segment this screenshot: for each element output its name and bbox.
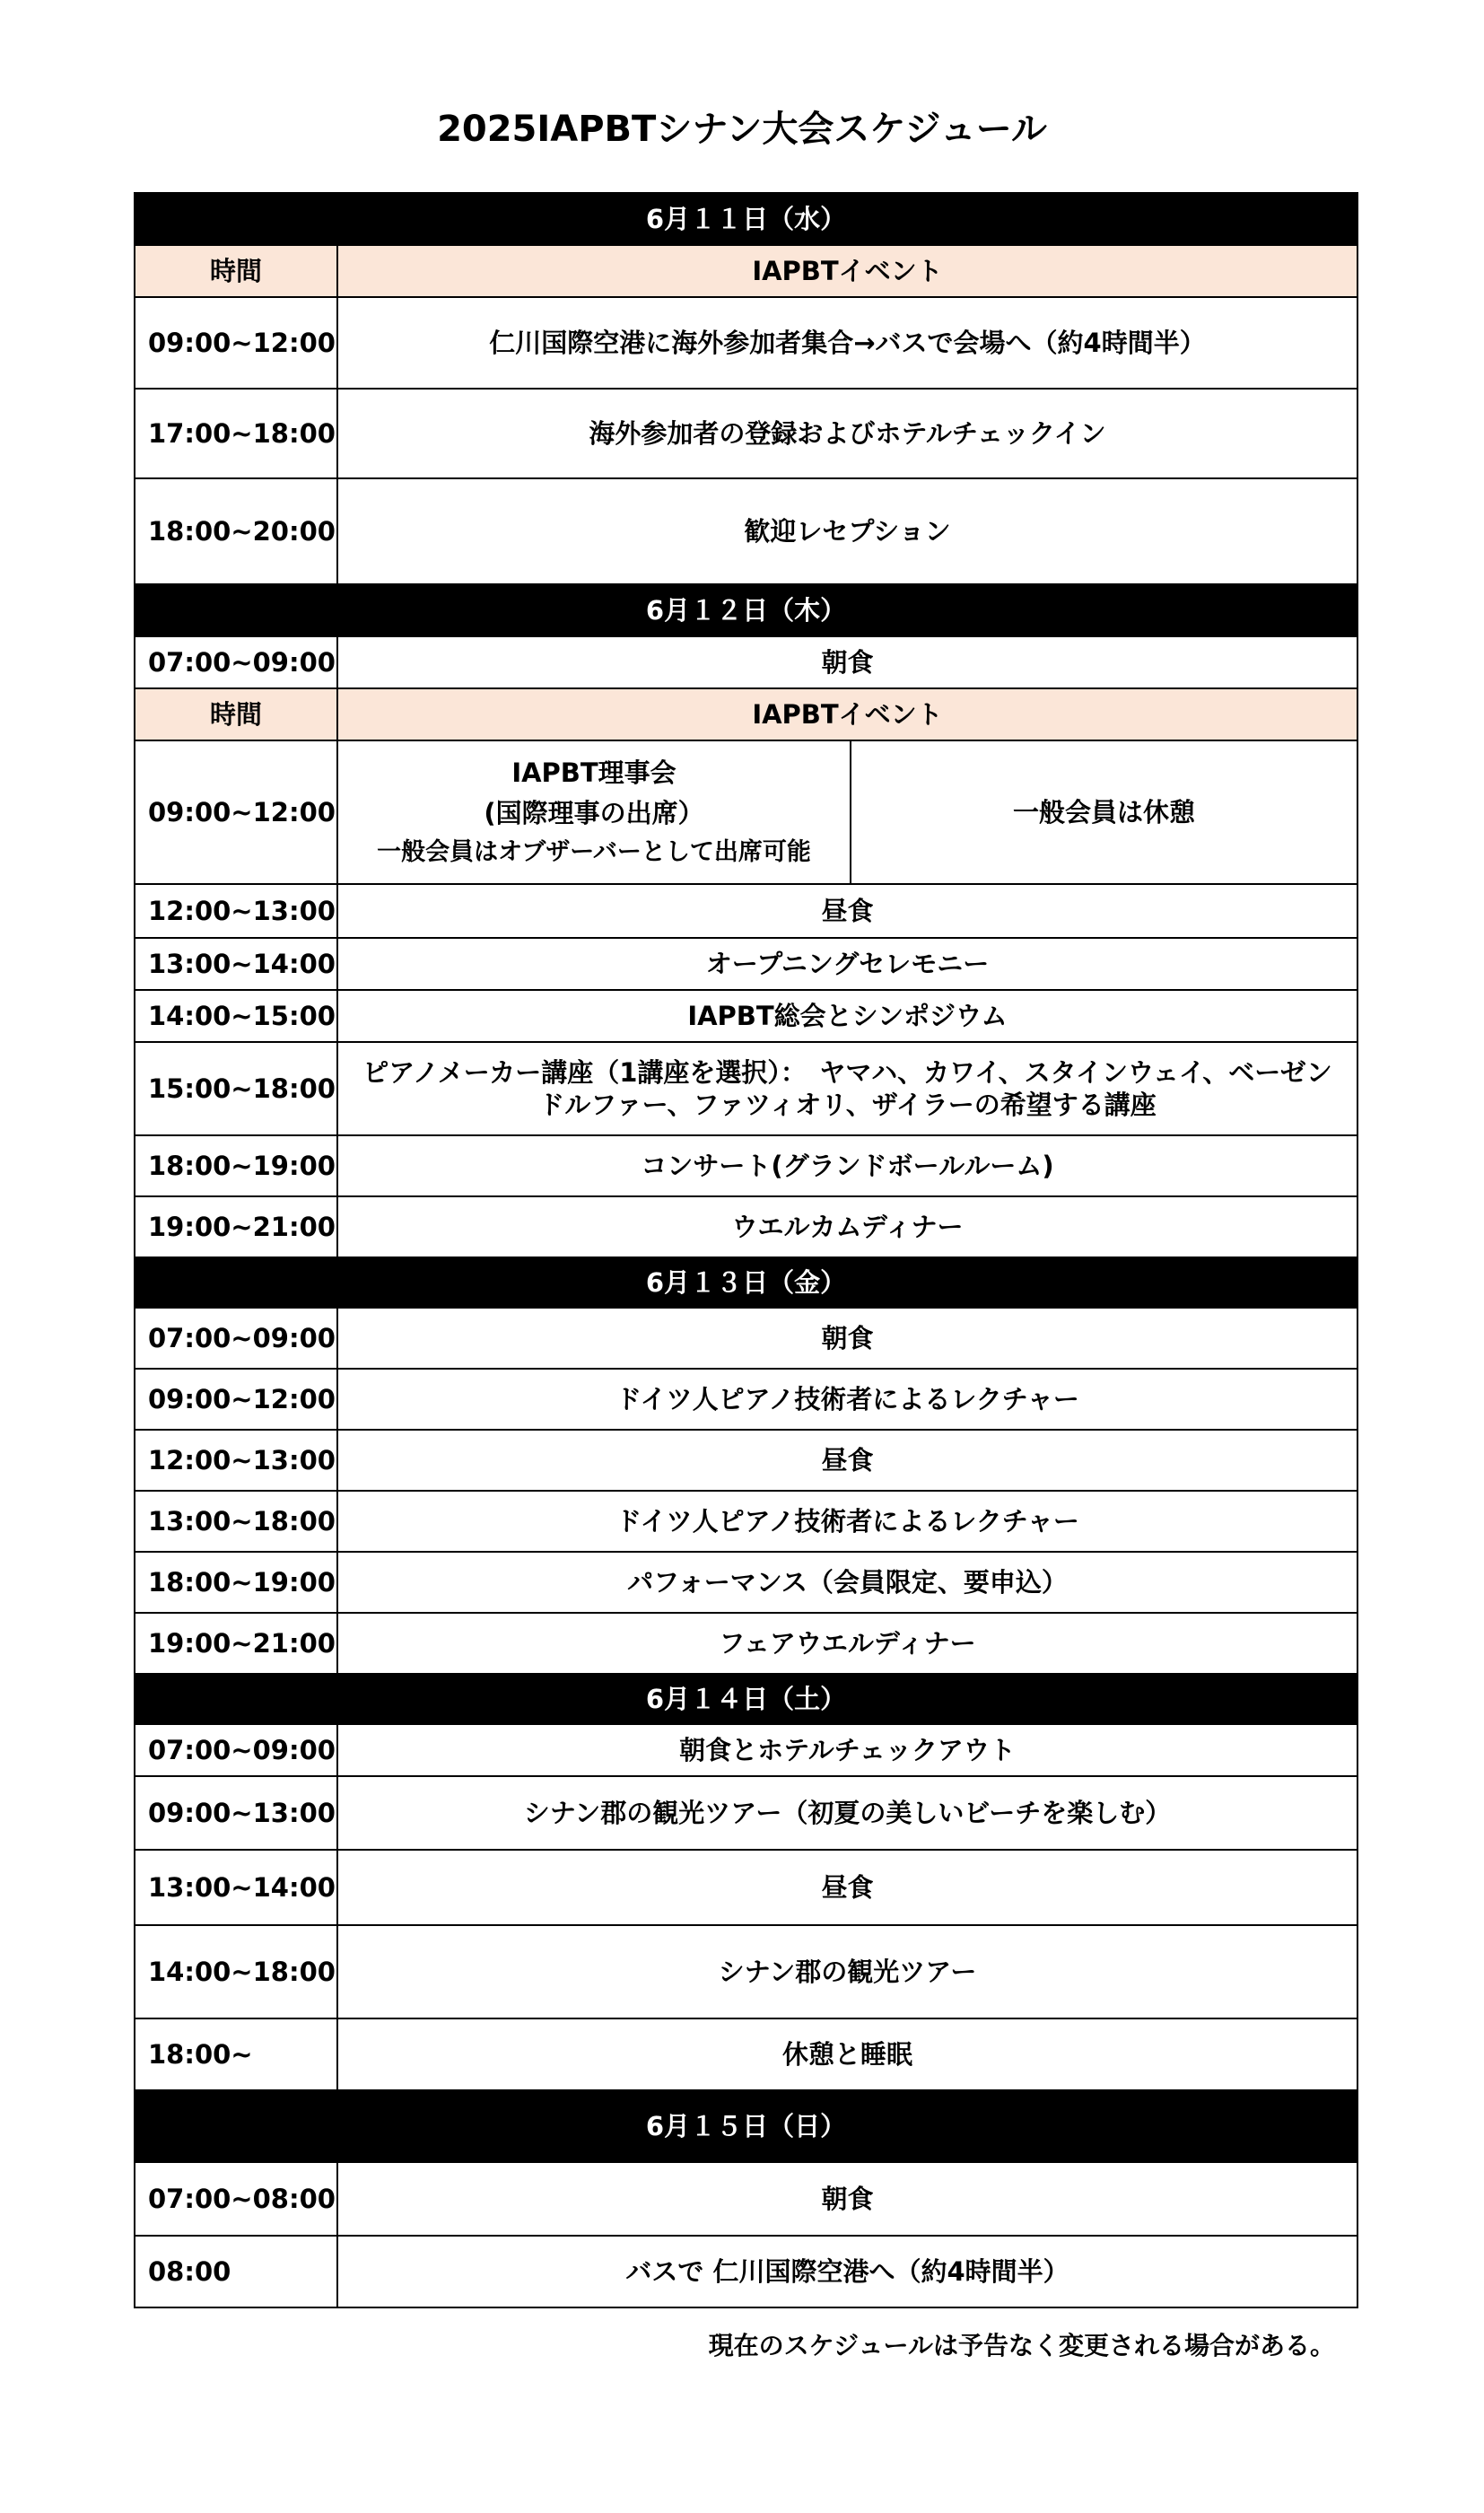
event-cell: 朝食とホテルチェックアウト [337, 1724, 1357, 1776]
event-cell: 朝食 [337, 636, 1357, 688]
event-cell: フェアウエルディナー [337, 1613, 1357, 1674]
schedule-table [134, 192, 1358, 2308]
schedule-row [135, 1552, 1357, 1613]
event-cell: 朝食 [337, 2162, 1357, 2236]
schedule-row [135, 884, 1357, 938]
time-cell: 07:00~09:00 [135, 1724, 337, 1776]
time-cell: 09:00~12:00 [135, 740, 337, 884]
schedule-row [135, 636, 1357, 688]
time-cell: 07:00~08:00 [135, 2162, 337, 2236]
schedule-row [135, 1850, 1357, 1925]
event-cell: 海外参加者の登録およびホテルチェックイン [337, 389, 1357, 478]
event-cell: 朝食 [337, 1308, 1357, 1369]
time-cell: 17:00~18:00 [135, 389, 337, 478]
day-header-row [135, 193, 1357, 245]
event-cell: 休憩と睡眠 [337, 2018, 1357, 2090]
board-meeting-title: IAPBT理事会 [511, 757, 677, 789]
event-cell: シナン郡の観光ツアー [337, 1925, 1357, 2018]
column-header-row [135, 688, 1357, 740]
day-header-row [135, 584, 1357, 636]
schedule-row [135, 2018, 1357, 2090]
event-cell: 仁川国際空港に海外参加者集合→バスで会場へ（約4時間半） [337, 297, 1357, 389]
schedule-row [135, 1776, 1357, 1850]
schedule-row [135, 389, 1357, 478]
time-cell: 18:00~ [135, 2018, 337, 2090]
board-meeting-observer-note: 一般会員はオブザーバーとして出席可能 [377, 838, 811, 867]
event-cell: バスで 仁川国際空港へ（約4時間半） [337, 2236, 1357, 2307]
time-cell: 09:00~12:00 [135, 297, 337, 389]
day-header: 6月１２日（木） [135, 584, 1357, 636]
time-cell: 13:00~18:00 [135, 1491, 337, 1552]
event-cell: IAPBT総会とシンポジウム [337, 990, 1357, 1042]
time-cell: 18:00~20:00 [135, 478, 337, 584]
time-cell: 09:00~12:00 [135, 1369, 337, 1430]
schedule-row [135, 1042, 1357, 1135]
event-column-header: IAPBTイベント [337, 245, 1357, 297]
event-cell: コンサート(グランドボールルーム) [337, 1135, 1357, 1196]
schedule-row [135, 1724, 1357, 1776]
board-meeting-cell [337, 740, 851, 884]
event-cell: ドイツ人ピアノ技術者によるレクチャー [337, 1369, 1357, 1430]
time-cell: 19:00~21:00 [135, 1613, 337, 1674]
event-cell: ピアノメーカー講座（1講座を選択）： ヤマハ、カワイ、スタインウェイ、ベーゼンドルファー、ファツィオリ、ザイラーの希望する講座 [337, 1042, 1357, 1135]
schedule-row [135, 1369, 1357, 1430]
day-header-row [135, 2090, 1357, 2162]
time-cell: 13:00~14:00 [135, 1850, 337, 1925]
schedule-row [135, 740, 1357, 884]
day-header-row [135, 1674, 1357, 1724]
time-cell: 08:00 [135, 2236, 337, 2307]
time-cell: 14:00~18:00 [135, 1925, 337, 2018]
day-header: 6月１５日（日） [135, 2090, 1357, 2162]
time-cell: 07:00~09:00 [135, 636, 337, 688]
column-header-row [135, 245, 1357, 297]
time-cell: 12:00~13:00 [135, 1430, 337, 1491]
schedule-row [135, 1135, 1357, 1196]
event-cell: ウエルカムディナー [337, 1196, 1357, 1257]
event-cell: ドイツ人ピアノ技術者によるレクチャー [337, 1491, 1357, 1552]
event-cell: 昼食 [337, 884, 1357, 938]
page-title: 2025IAPBTシナン大会スケジュール [437, 109, 1047, 150]
day-header: 6月１４日（土） [135, 1674, 1357, 1724]
event-column-header: IAPBTイベント [337, 688, 1357, 740]
time-cell: 18:00~19:00 [135, 1135, 337, 1196]
time-cell: 14:00~15:00 [135, 990, 337, 1042]
schedule-row [135, 1491, 1357, 1552]
day-header-row [135, 1257, 1357, 1308]
event-cell: パフォーマンス（会員限定、要申込） [337, 1552, 1357, 1613]
schedule-row [135, 990, 1357, 1042]
event-cell: 昼食 [337, 1850, 1357, 1925]
time-cell: 09:00~13:00 [135, 1776, 337, 1850]
day-header: 6月１３日（金） [135, 1257, 1357, 1308]
board-meeting-attendance: (国際理事の出席） [484, 798, 704, 829]
day-header: 6月１１日（水） [135, 193, 1357, 245]
schedule-row [135, 478, 1357, 584]
event-cell: 昼食 [337, 1430, 1357, 1491]
time-column-header: 時間 [135, 245, 337, 297]
time-cell: 15:00~18:00 [135, 1042, 337, 1135]
time-cell: 19:00~21:00 [135, 1196, 337, 1257]
time-column-header: 時間 [135, 688, 337, 740]
schedule-row [135, 297, 1357, 389]
general-members-cell: 一般会員は休憩 [851, 740, 1357, 884]
schedule-row [135, 938, 1357, 990]
schedule-row [135, 2236, 1357, 2307]
schedule-row [135, 1308, 1357, 1369]
time-cell: 12:00~13:00 [135, 884, 337, 938]
footer-note: 現在のスケジュールは予告なく変更される場合がある。 [708, 2331, 1335, 2360]
schedule-row [135, 1613, 1357, 1674]
event-cell: 歓迎レセプション [337, 478, 1357, 584]
event-cell: シナン郡の観光ツアー（初夏の美しいビーチを楽しむ） [337, 1776, 1357, 1850]
time-cell: 18:00~19:00 [135, 1552, 337, 1613]
event-cell: オープニングセレモニー [337, 938, 1357, 990]
schedule-row [135, 1196, 1357, 1257]
schedule-row [135, 2162, 1357, 2236]
time-cell: 13:00~14:00 [135, 938, 337, 990]
schedule-row [135, 1925, 1357, 2018]
time-cell: 07:00~09:00 [135, 1308, 337, 1369]
schedule-row [135, 1430, 1357, 1491]
